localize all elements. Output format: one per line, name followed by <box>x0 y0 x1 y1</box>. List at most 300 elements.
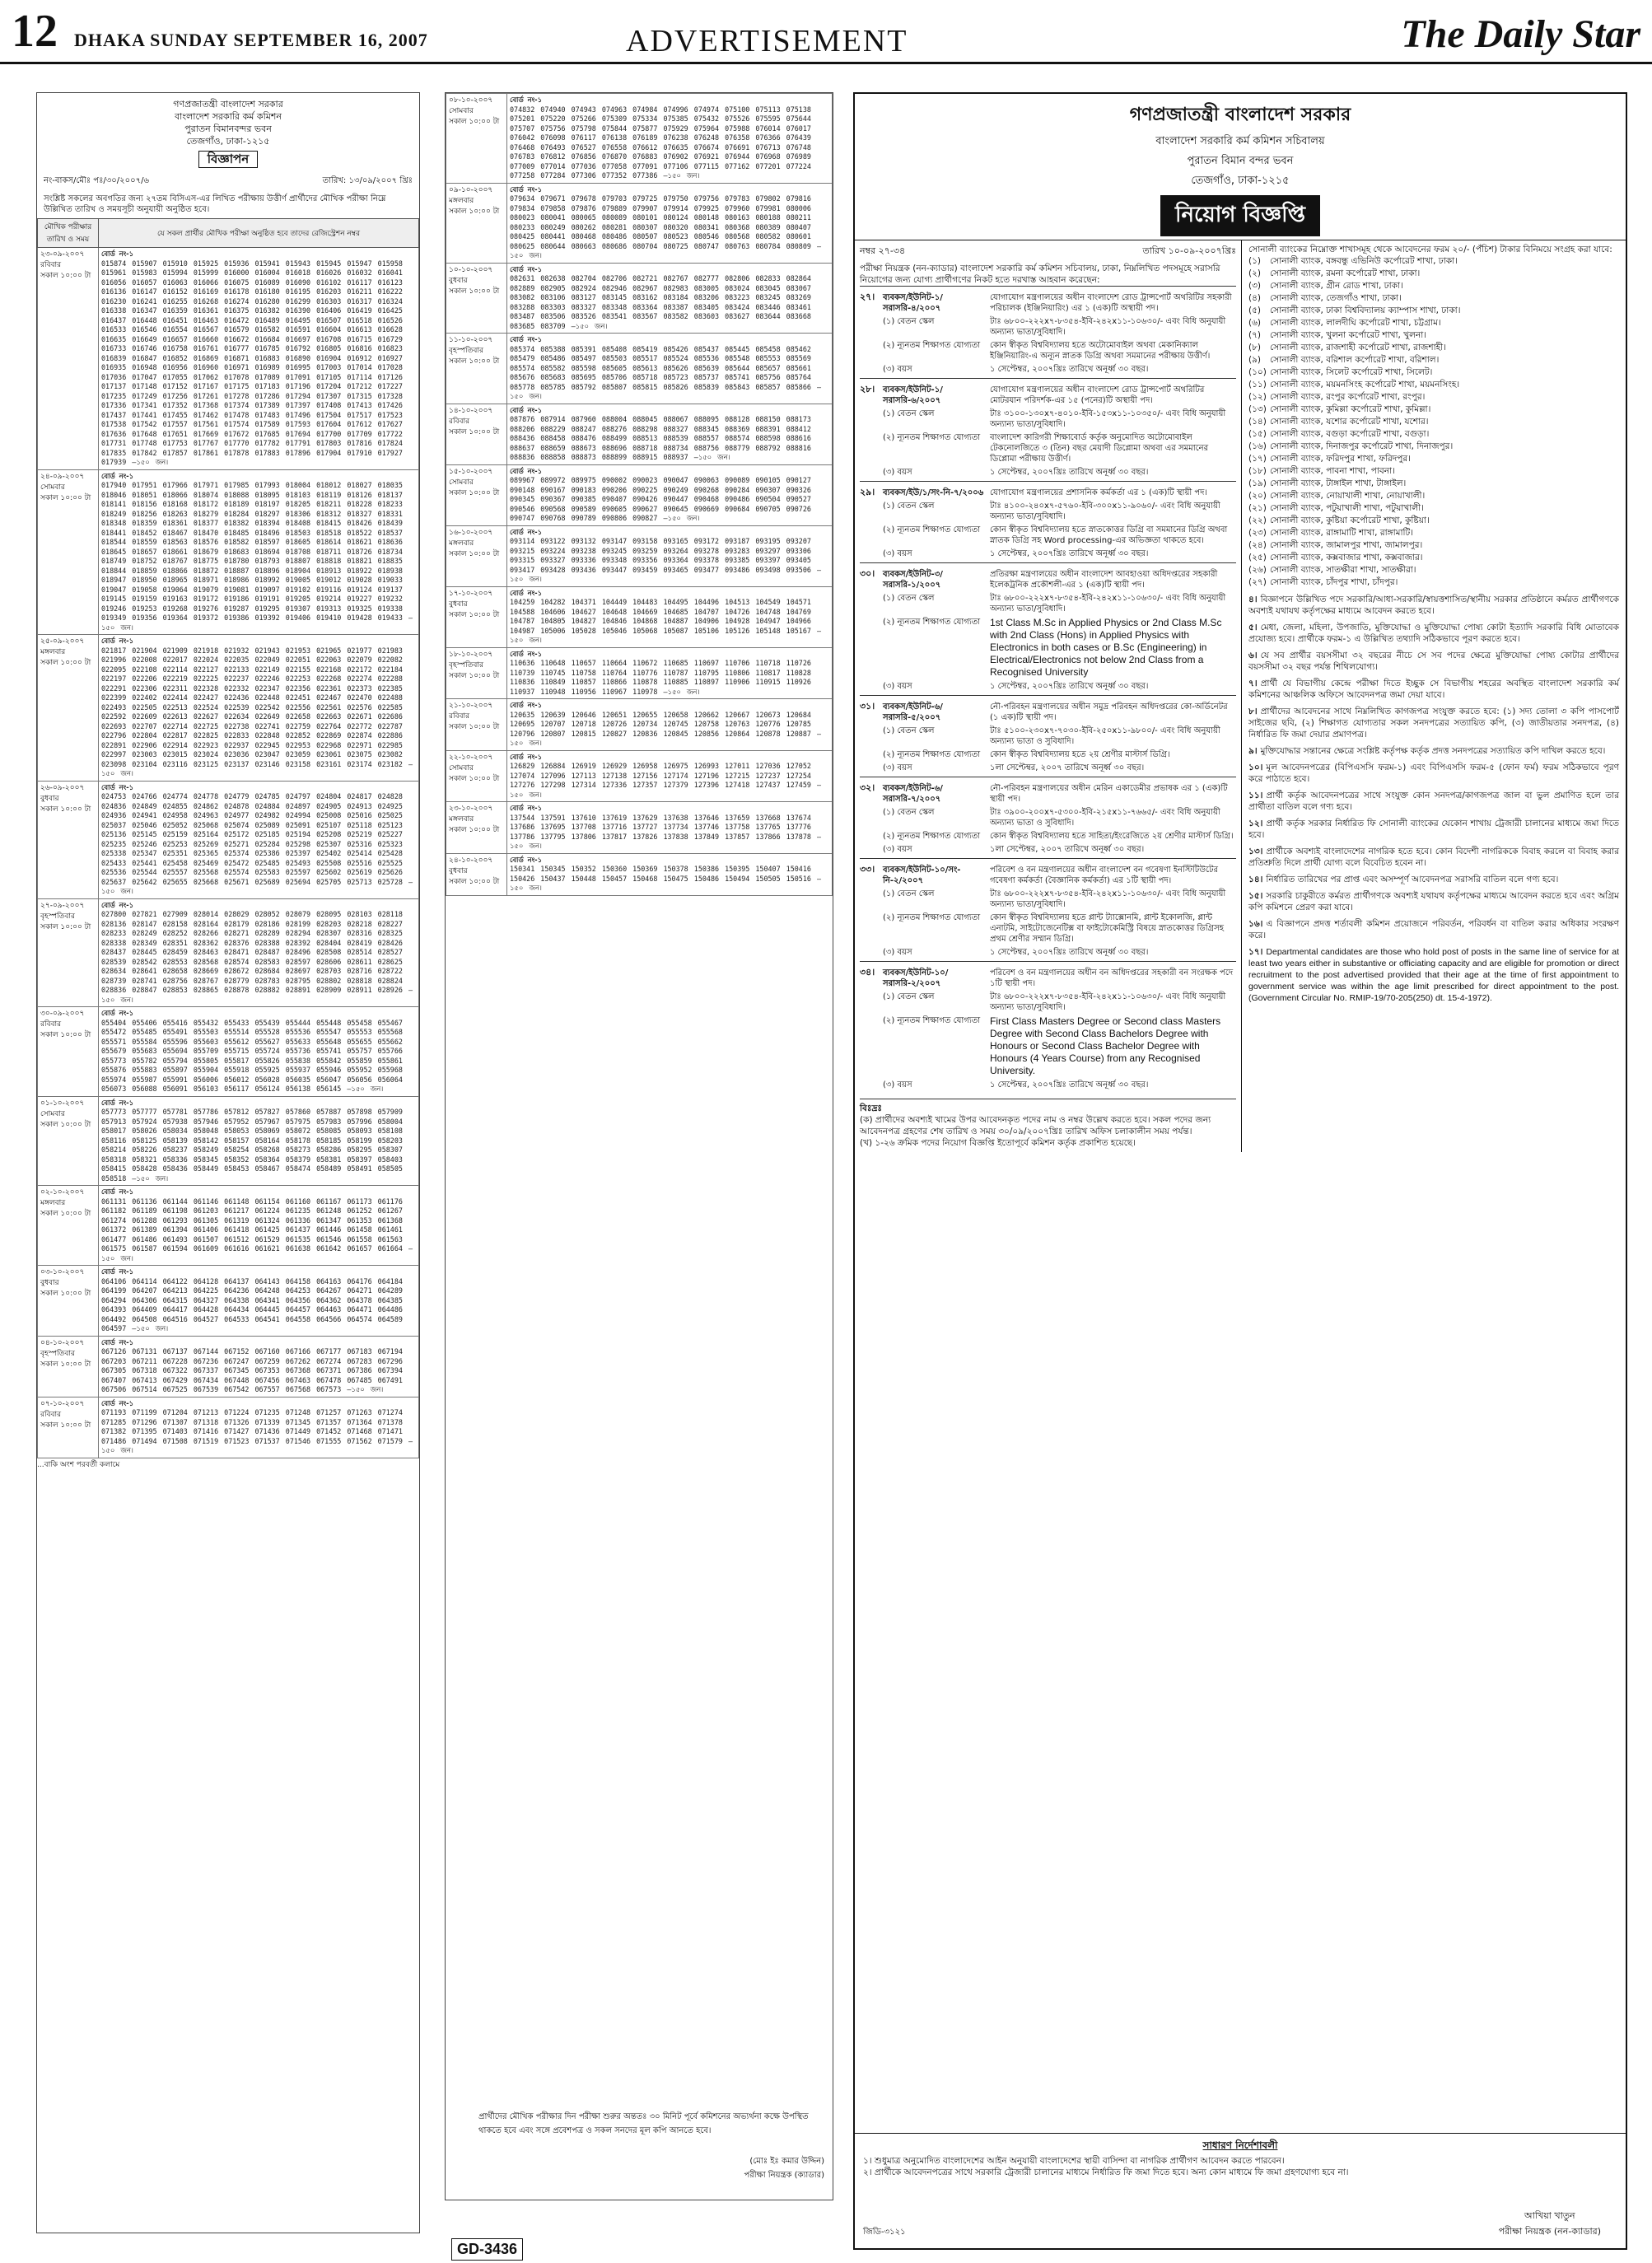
post-age-label: (৩) বয়স <box>883 763 912 772</box>
condition-number: ৪। <box>1248 595 1258 604</box>
post-edu-label: (২) ন্যূনতম শিক্ষাগত যোগ্যতা <box>883 1016 981 1025</box>
post-pay-value: টাঃ ৬৮০০-২২২x৭-৮৩৫৪-ইবি-২৪২x১১-১০৬৩০/- এবং বিধি অনুযায়ী অন্যান্য ভাতা/সুবিধাদি। <box>990 992 1226 1012</box>
post-number: ৩১। <box>860 701 875 712</box>
roll-list: 120635 120639 120646 120651 120655 120658 120662 120667 120673 120684 120695 120707 120718 120726 120734 120745 120758 120763 120776 120785 120796 120807 120815 120827 120836 120845 120856 120864 120878 120887 —১৫০ জন। <box>510 710 821 747</box>
roll-list: 027800 027821 027909 028014 028029 028052 028079 028095 028103 028118 028136 028147 028158 028164 028179 028186 028199 028203 028218 028227 028233 028249 028252 028266 028271 028289 028294 028307 028316 028325 028338 028349 028351 028362 028376 028388 028392 028404 028419 028426 028437 028445 028459 028463 028471 028487 028496 028508 028514 028527 028539 028542 028553 028568 028574 028583 028597 028606 028611 028625 028634 028641 028658 028669 028672 028684 028697 028703 028716 028722 028739 028741 028756 028767 028779 028783 028795 028802 028818 028824 028836 028847 028853 028865 028878 028882 028891 028909 028911 028926 —১৫০ জন। <box>101 910 413 1004</box>
roll-list: 024753 024766 024774 024778 024779 024785 024797 024804 024817 024828 024836 024849 024855 024862 024878 024884 024897 024905 024913 024925 024936 024941 024958 024963 024977 024982 024994 025008 025016 025025 025037 025046 025052 025068 025074 025089 025091 025107 025118 025123 025136 025145 025159 025164 025172 025185 025194 025208 025219 025227 025235 025246 025253 025269 025271 025284 025298 025307 025316 025323 025338 025347 025351 025365 025374 025386 025397 025402 025414 025428 025433 025441 025458 025469 025472 025485 025493 025508 025516 025525 025536 025544 025557 025568 025574 025583 025597 025602 025619 025626 025637 025642 025655 025668 025671 025689 025694 025705 025713 025728 —১৫০ জন। <box>101 792 413 895</box>
roll-list: 093114 093122 093132 093147 093158 093165 093172 093187 093195 093207 093215 093224 093238 093245 093259 093264 093278 093283 093297 093306 093315 093327 093336 093348 093356 093364 093378 093385 093397 093405 093417 093428 093436 093447 093459 093465 093477 093486 093498 093506 —১৫০ জন। <box>510 537 821 583</box>
general-item: ২। প্রার্থীকে আবেদনপত্রের সাথে সরকারি ট্রেজারী চালানের মাধ্যমে নির্ধারিত ফি জমা দিতে হবে। অন্য কোন মাধ্যমে ফি জমা গ্রহণযোগ্য হবে না। <box>863 2167 1349 2177</box>
session-day: বৃহস্পতিবার <box>40 1349 75 1358</box>
post-body <box>883 781 1236 855</box>
post-code: ব্যবকস/ইউনিট-৬/সরাসরি-৭/২০০৭ <box>883 784 943 804</box>
session-time: সকাল ১০:০০ টা <box>40 1290 91 1298</box>
bank-branch <box>1248 416 1619 428</box>
registration-numbers <box>507 647 833 699</box>
bank-branch <box>1248 441 1619 453</box>
schedule-row <box>38 469 419 635</box>
post-pay-value: টাঃ ৬৮০০-২২২x৭-৮৩৫৪-ইবি-২৪২x১১-১০৬৩০/- এবং বিধি অনুযায়ী অন্যান্য ভাতা/সুবিধাদি। <box>990 594 1226 614</box>
board-label: বোর্ড নং-১ <box>510 184 543 194</box>
board-label: বোর্ড নং-১ <box>101 637 134 645</box>
post-edu-label: (২) ন্যূনতম শিক্ষাগত যোগ্যতা <box>883 913 981 922</box>
post-number: ৩০। <box>860 568 875 579</box>
schedule-row <box>446 525 833 586</box>
registration-numbers <box>99 1336 419 1397</box>
session-date: ০৩-১০-২০০৭ <box>40 1268 85 1276</box>
signer-name: আখিয়া খাতুন <box>1524 2210 1575 2221</box>
session-when <box>38 1397 99 1458</box>
board-label: বোর্ড নং-১ <box>510 804 543 812</box>
session-when <box>38 635 99 782</box>
post-head <box>883 783 1236 805</box>
footnote: প্রার্থীদের মৌখিক পরীক্ষার দিন পরীক্ষা শুরুর অন্ততঃ ৩০ মিনিট পূর্বে কমিশনের অভ্যর্থনা কক্ষে উপস্থিত থাকতে হবে এবং সঙ্গে প্রবেশপত্র ও সকল সনদের মূল কপি আনতে হবে। <box>478 2112 809 2135</box>
schedule-row <box>38 898 419 1007</box>
post-title: পরিবেশ ও বন মন্ত্রণালয়ের অধীন বাংলাদেশ বন গবেষণা ইনস্টিটিউটের গবেষণা কর্মকর্তা (বৈজ্ঞানিক কর্মকর্তা) এর ১টি স্থায়ী পদ। <box>990 866 1218 885</box>
bank-index: (১) <box>1248 256 1262 266</box>
registration-numbers <box>99 1007 419 1097</box>
session-date: ২৩-১০-২০০৭ <box>449 805 493 813</box>
schedule-row <box>446 183 833 263</box>
board-label: বোর্ড নং-১ <box>101 1398 134 1407</box>
post-age-label: (৩) বয়স <box>883 365 912 374</box>
recruitment-header <box>855 94 1626 240</box>
roll-list: 071193 071199 071204 071213 071224 071235 071248 071257 071263 071274 071285 071296 071307 071318 071326 071339 071345 071357 071364 071378 071382 071395 071403 071416 071427 071436 071449 071452 071468 071471 071486 071494 071508 071519 071523 071537 071546 071555 071562 071579 —১৫০ জন। <box>101 1408 413 1454</box>
session-time: সকাল ১০:০০ টা <box>40 493 91 502</box>
condition-item <box>1248 946 1619 1004</box>
post-age-label: (৩) বয়স <box>883 845 912 854</box>
post-pay-value: টাঃ ৩৯০০-২০০x৭-৫৩০০-ইবি-২১৫x১১-৭৬৬৫/- এবং বিধি অনুযায়ী অন্যান্য ভাতা ও সুবিধাদি। <box>990 808 1220 828</box>
bank-branch <box>1248 527 1619 539</box>
post-age-value: ১ সেপ্টেম্বর, ২০০৭খ্রিঃ তারিখে অনূর্ধ্ব ৩০ বছর। <box>990 1080 1149 1090</box>
bank-branch <box>1248 453 1619 465</box>
post-body <box>883 965 1236 1090</box>
session-day: রবিবার <box>40 1410 62 1419</box>
condition-text: প্রার্থী কর্তৃক আবেদনপত্রের সাথে সংযুক্ত কোন সনদপত্র/কাগজপত্র জাল বা ভুল প্রমাণিত হলে তার প্রার্থীতা বাতিল বলে গণ্য হবে। <box>1248 791 1619 812</box>
post-age-label: (৩) বয়স <box>883 682 912 691</box>
viva-notice-middle <box>445 92 833 2200</box>
session-when <box>38 1336 99 1397</box>
bank-name: সোনালী ব্যাংক, রংপুর কর্পোরেট শাখা, রংপুর। <box>1270 392 1426 402</box>
registration-numbers <box>507 464 833 525</box>
bank-name: সোনালী ব্যাংক, দিনাজপুর কর্পোরেট শাখা, দিনাজপুর। <box>1270 441 1454 451</box>
condition-number: ১৫। <box>1248 891 1263 901</box>
post-head <box>883 488 1236 498</box>
session-date: ২৪-০৯-২০০৭ <box>40 472 85 481</box>
post-edu-label: (২) ন্যূনতম শিক্ষাগত যোগ্যতা <box>883 525 981 534</box>
post-head <box>883 702 1236 723</box>
board-label: বোর্ড নং-১ <box>510 466 543 475</box>
post-age-row <box>883 364 1236 375</box>
session-time: সকাল ১০:০০ টা <box>449 118 500 126</box>
board-label: বোর্ড নং-১ <box>510 405 543 414</box>
roll-list: 074832 074940 074943 074963 074984 074996 074974 075100 075113 075138 075201 075220 075266 075309 075334 075385 075432 075526 075595 075644 075707 075756 075798 075844 075877 075929 075964 075988 076014 076017 076042 076098 076117 076138 076189 076238 076248 076358 076366 076439 076468 076493 076527 076558 076612 076635 076674 076691 076713 076748 076783 076812 076856 076870 076883 076902 076921 076944 076968 076989 077009 077014 077036 077058 077091 077106 077115 077162 077201 077224 077258 077284 077306 077352 077386 —১৫০ জন। <box>510 105 811 180</box>
post-body <box>883 485 1236 559</box>
session-day: সোমবার <box>40 483 65 492</box>
bank-name: সোনালী ব্যাংক, গ্রীন রোড শাখা, ঢাকা। <box>1270 281 1403 291</box>
registration-numbers <box>507 853 833 895</box>
post-edu-label: (২) ন্যূনতম শিক্ষাগত যোগ্যতা <box>883 750 981 759</box>
schedule-row <box>38 635 419 782</box>
post-edu-row <box>883 340 1236 362</box>
registration-numbers <box>99 1186 419 1266</box>
nb-label: বিঃদ্রঃ <box>860 1104 883 1113</box>
board-label: বোর্ড নং-১ <box>510 855 543 864</box>
bank-branch <box>1248 428 1619 441</box>
condition-number: ৬। <box>1248 651 1258 660</box>
board-label: বোর্ড নং-১ <box>510 649 543 658</box>
posts-column <box>855 240 1242 1152</box>
condition-text: মূল আবেদনপত্রের (বিপিএসসি ফরম-১) এবং বিপিএসসি ফরম-৫ (ফোন ফর্ম) ফরম সঠিকভাবে পূরণ করে পাঠাতে হবে। <box>1248 763 1619 784</box>
roll-list: 110636 110648 110657 110664 110672 110685 110697 110706 110718 110726 110739 110745 110758 110764 110776 110787 110795 110806 110817 110828 110836 110849 110857 110866 110878 110885 110897 110906 110915 110926 110937 110948 110956 110967 110978 —১৫০ জন। <box>510 659 811 696</box>
post-entry <box>860 481 1236 562</box>
post-pay-label: (১) বেতন স্কেল <box>883 594 935 603</box>
session-date: ১৭-১০-২০০৭ <box>449 589 493 598</box>
post-age-label: (৩) বয়স <box>883 549 912 558</box>
office-line: বাংলাদেশ সরকারি কর্ম কমিশন সচিবালয় <box>1155 135 1325 147</box>
bank-name: সোনালী ব্যাংক, পাবনা শাখা, পাবনা। <box>1270 466 1395 476</box>
session-date: ২২-১০-২০০৭ <box>449 753 493 762</box>
registration-numbers <box>507 750 833 802</box>
schedule-row <box>446 750 833 802</box>
condition-item <box>1248 918 1619 941</box>
bank-name: সোনালী ব্যাংক, পটুয়াখালী শাখা, পটুয়াখালী। <box>1270 503 1424 513</box>
office-line: তেজগাঁও, ঢাকা-১২১৫ <box>1191 175 1290 187</box>
bank-branch <box>1248 478 1619 490</box>
session-when <box>446 647 507 699</box>
roll-list: 126829 126884 126919 126929 126958 126975 126993 127011 127036 127052 127074 127096 127113 127138 127156 127174 127196 127215 127237 127254 127276 127298 127314 127336 127357 127379 127396 127418 127437 127459 —১৫০ জন। <box>510 762 821 799</box>
roll-list: 150341 150345 150352 150360 150369 150378 150386 150395 150407 150416 150426 150437 150448 150457 150468 150475 150486 150494 150505 150516 —১৫০ জন। <box>510 865 821 892</box>
condition-text: এ বিজ্ঞাপনে প্রদত্ত শর্তাবলী কমিশন প্রয়োজনে পরিবর্তন, পরিবর্ধন বা বাতিল করার অধিকার সংরক্ষণ করে। <box>1248 919 1619 940</box>
post-pay-row <box>883 807 1236 828</box>
session-time: সকাল ১০:০০ টা <box>449 549 500 558</box>
session-when <box>446 699 507 751</box>
registration-numbers <box>507 94 833 184</box>
post-edu-row <box>883 831 1236 842</box>
board-label: বোর্ড নং-১ <box>101 1187 134 1196</box>
post-entry <box>860 286 1236 378</box>
post-edu-value: First Class Masters Degree or Second class Masters Degree with Second Class Bachelors Degree with Honours or Second Class Bachelor Degree with Honours (4 Years Course) from any Recognised University. <box>990 1015 1221 1076</box>
session-time: সকাল ১০:০০ টা <box>40 1120 91 1129</box>
post-age-row <box>883 763 1236 773</box>
post-age-value: ১ সেপ্টেম্বর, ২০০৭খ্রিঃ তারিখে অনূর্ধ্ব ৩০ বছর। <box>990 365 1149 374</box>
post-age-row <box>883 548 1236 559</box>
registration-numbers <box>99 898 419 1007</box>
post-body <box>883 862 1236 958</box>
signer-title: পরীক্ষা নিয়ন্ত্রক (ক্যাডার) <box>744 2171 824 2180</box>
post-age-label: (৩) বয়স <box>883 1080 912 1090</box>
bank-name: সোনালী ব্যাংক, খুলনা কর্পোরেট শাখা, খুলনা। <box>1270 330 1427 340</box>
session-time: সকাল ১০:০০ টা <box>449 488 500 497</box>
session-date: ১০-১০-২০০৭ <box>449 265 493 274</box>
condition-item <box>1248 762 1619 785</box>
bank-index: (২৭) <box>1248 577 1267 587</box>
memo-row <box>860 244 1236 259</box>
board-label: বোর্ড নং-১ <box>101 1098 134 1107</box>
condition-item <box>1248 874 1619 885</box>
post-pay-row <box>883 593 1236 614</box>
roll-list: 055404 055406 055416 055432 055433 055439 055444 055448 055458 055467 055472 055485 055491 055503 055514 055528 055536 055547 055553 055568 055571 055584 055596 055603 055612 055627 055633 055648 055655 055662 055679 055683 055694 055709 055715 055724 055736 055741 055757 055766 055773 055782 055794 055805 055817 055826 055838 055842 055859 055861 055876 055883 055897 055904 055918 055925 055937 055946 055952 055968 055974 055987 055991 056006 056012 056028 056035 056047 056056 056064 056073 056088 056091 056103 056117 056124 056138 056145 —১৫০ জন। <box>101 1018 403 1093</box>
post-code: ব্যবকস/ইউনিট-৬/সরাসরি-৫/২০০৭ <box>883 702 943 722</box>
bank-branch <box>1248 280 1619 292</box>
page-header <box>0 0 1652 64</box>
post-code: ব্যবকস/ইউনিট-১০/সং-নি-২/২০০৭ <box>883 866 961 885</box>
condition-number: ৮। <box>1248 707 1258 716</box>
condition-item <box>1248 846 1619 869</box>
bank-index: (২) <box>1248 268 1262 278</box>
schedule-row <box>38 1186 419 1266</box>
board-label: বোর্ড নং-১ <box>101 1337 134 1346</box>
post-edu-value: কোন স্বীকৃত বিশ্ববিদ্যালয় হতে ২য় শ্রেণীর মাস্টার্স ডিগ্রি। <box>990 750 1170 759</box>
schedule-row <box>446 647 833 699</box>
bank-branch <box>1248 305 1619 317</box>
post-pay-row <box>883 501 1236 522</box>
office-line: পুরাতন বিমান বন্দর ভবন <box>1187 155 1294 167</box>
session-when <box>38 1266 99 1337</box>
signer-title: পরীক্ষা নিয়ন্ত্রক (নন-ক্যাডার) <box>1498 2226 1601 2237</box>
bank-branch <box>1248 539 1619 552</box>
bank-branch <box>1248 317 1619 329</box>
session-day: মঙ্গলবার <box>40 648 66 656</box>
bank-index: (১২) <box>1248 392 1267 402</box>
session-when <box>446 586 507 647</box>
banks-intro: সোনালী ব্যাংকের নিম্নোক্ত শাখাসমূহ থেকে আবেদনের ফরম ২০/- (পঁচিশ) টাকার বিনিময়ে সংগ্রহ করা যাবে: <box>1248 245 1612 254</box>
session-day: রবিবার <box>40 1020 62 1029</box>
session-when <box>38 469 99 635</box>
schedule-row <box>38 781 419 898</box>
roll-list: 104259 104282 104371 104449 104483 104495 104496 104513 104549 104571 104588 104606 104627 104648 104669 104685 104707 104726 104748 104769 104787 104805 104827 104846 104868 104887 104906 104928 104947 104966 104987 105006 105028 105046 105068 105087 105106 105126 105148 105167 —১৫০ জন। <box>510 598 821 644</box>
recruitment-notice <box>853 92 1627 2250</box>
viva-schedule-table <box>446 93 833 896</box>
session-day: বুধবার <box>40 1279 59 1287</box>
post-entry <box>860 695 1236 777</box>
signer-name: (মোঃ ইঃ কমার উদ্দিন) <box>749 2157 824 2166</box>
roll-list: 067126 067131 067137 067144 067152 067160 067166 067177 067183 067194 067203 067211 067228 067236 067247 067259 067262 067274 067283 067296 067305 067318 067322 067337 067345 067353 067368 067371 067386 067394 067407 067413 067429 067434 067448 067456 067463 067478 067485 067491 067506 067514 067525 067539 067542 067557 067568 067573 —১৫০ জন। <box>101 1347 403 1393</box>
bank-index: (৯) <box>1248 355 1262 365</box>
memo-row <box>37 173 419 190</box>
session-when <box>446 404 507 464</box>
post-pay-value: টাঃ ৪১০০-২৪০x৭-৫৭৬০-ইবি-৩০০x১১-৯০৬০/- এবং বিধি অনুযায়ী অন্যান্য ভাতা/সুবিধাদি। <box>990 502 1220 521</box>
session-date: ০২-১০-২০০৭ <box>40 1188 85 1197</box>
registration-numbers <box>507 404 833 464</box>
condition-number: ৯। <box>1248 746 1258 756</box>
board-label: বোর্ড নং-১ <box>101 250 134 258</box>
bank-name: সোনালী ব্যাংক, ঢাকা বিশ্ববিদ্যালয় ক্যাম্পাস শাখা, ঢাকা। <box>1270 306 1461 315</box>
gd-code: GD-3436 <box>451 2238 523 2261</box>
post-title: যোগাযোগ মন্ত্রণালয়ের অধীন বাংলাদেশ রোড ট্রান্সপোর্ট অথরিটির সহকারী পরিচালক (ইঞ্জিনিয়ারিং) এর ১ (এক)টি অস্থায়ী পদ। <box>990 293 1232 313</box>
masthead-logo: The Daily Star <box>1401 12 1640 56</box>
post-body <box>883 290 1236 375</box>
post-number: ২৯। <box>860 487 875 497</box>
session-time: সকাল ১০:০০ টা <box>40 805 91 814</box>
registration-numbers <box>99 248 419 470</box>
roll-list: 079634 079671 079678 079703 079725 079750 079756 079783 079802 079816 079834 079858 079876 079889 079907 079914 079925 079960 079981 080006 080023 080041 080065 080089 080101 080124 080148 080163 080188 080211 080233 080249 080262 080281 080307 080320 080341 080368 080389 080407 080425 080441 080468 080486 080507 080523 080546 080568 080582 080601 080625 080644 080663 080686 080704 080725 080747 080763 080784 080809 —১৫০ জন। <box>510 194 821 259</box>
bank-index: (১৭) <box>1248 454 1267 464</box>
bank-index: (১০) <box>1248 367 1267 377</box>
post-code: ব্যবকস/ইউনিট-১/সরাসরি-৪/২০০৭ <box>883 293 943 313</box>
condition-number: ১২। <box>1248 819 1263 828</box>
roll-list: 057773 057777 057781 057786 057812 057827 057860 057887 057898 057909 057913 057924 057938 057946 057952 057967 057975 057983 057996 058004 058017 058026 058034 058048 058053 058069 058072 058085 058093 058108 058116 058125 058139 058142 058157 058164 058178 058185 058199 058203 058214 058226 058237 058249 058254 058268 058273 058286 058295 058307 058318 058321 058336 058345 058352 058364 058379 058381 058397 058403 058415 058428 058436 058449 058453 058467 058474 058489 058491 058505 058518 —১৫০ জন। <box>101 1108 403 1183</box>
condition-number: ১১। <box>1248 791 1263 800</box>
post-edu-label: (২) ন্যূনতম শিক্ষাগত যোগ্যতা <box>883 618 981 627</box>
post-edu-row <box>883 432 1236 464</box>
bank-index: (১৪) <box>1248 417 1267 427</box>
post-title: যোগাযোগ মন্ত্রণালয়ের অধীন বাংলাদেশ রোড ট্রান্সপোর্ট অথরিটির মোটরযান পরিদর্শক-এর ১৫ (পনের)টি অস্থায়ী পদ। <box>990 385 1205 405</box>
conditions-list <box>1248 594 1619 1004</box>
board-label: বোর্ড নং-১ <box>510 701 543 709</box>
board-label: বোর্ড নং-১ <box>101 1009 134 1017</box>
bank-index: (৮) <box>1248 343 1262 352</box>
session-when <box>446 334 507 404</box>
post-pay-label: (১) বেতন স্কেল <box>883 502 935 511</box>
registration-numbers <box>507 334 833 404</box>
condition-item <box>1248 678 1619 701</box>
condition-text: প্রার্থী যে বিভাগীয় কেন্দ্রে পরীক্ষা দিতে ইচ্ছুক সে বিভাগীয় শহরের অবস্থিত বাংলাদেশ সরকারি কর্ম কমিশনের আঞ্চলিক অফিসে আবেদনপত্র জমা দেয়া যাবে। <box>1248 679 1619 700</box>
notice-line: বাংলাদেশ সরকারি কর্ম কমিশন <box>175 111 282 122</box>
bank-name: সোনালী ব্যাংক, সিলেট কর্পোরেট শাখা, সিলেট। <box>1270 367 1433 377</box>
session-date: ৩০-০৯-২০০৭ <box>40 1010 85 1018</box>
post-number: ২৭। <box>860 292 875 302</box>
bank-branch <box>1248 292 1619 305</box>
schedule-row <box>38 1336 419 1397</box>
post-body <box>883 567 1236 692</box>
condition-text: যে সব প্রার্থীর বয়সসীমা ৩২ বছরের নীচে সে সব পদের ক্ষেত্রে মুক্তিযোদ্ধা পোষ্য কোটার প্রার্থীদের বয়সসীমা ৩২ বছর পর্যন্ত শিথিলযোগ্য। <box>1248 651 1619 672</box>
roll-list: 137544 137591 137610 137619 137629 137638 137646 137659 137668 137674 137686 137695 137708 137716 137727 137734 137746 137758 137765 137776 137786 137795 137806 137817 137826 137838 137849 137857 137866 137878 —১৫০ জন। <box>510 813 821 850</box>
condition-text: প্রার্থীদের আবেদনের সাথে নিম্নলিখিত কাগজপত্র সংযুক্ত করতে হবে: (১) সদ্য তোলা ৩ কপি পাসপোর্ট সাইজের ছবি, (২) শিক্ষাগত যোগ্যতার সকল সনদপত্রের সত্যায়িত কপি, (৩) জাতীয়তার সনদপত্র, (৪) নির্ধারিত ফি জমা দেয়ার প্রমাণপত্র। <box>1248 707 1619 740</box>
bank-index: (২১) <box>1248 503 1267 513</box>
post-age-row <box>883 467 1236 478</box>
memo-date: তারিখ: ১৩/০৯/২০০৭ খ্রিঃ <box>322 176 413 185</box>
session-when <box>38 898 99 1007</box>
session-time: সকাল ১০:০০ টা <box>449 287 500 296</box>
schedule-row <box>38 1266 419 1337</box>
schedule-row <box>38 1397 419 1458</box>
board-label: বোর্ড নং-১ <box>510 335 543 343</box>
post-entry <box>860 858 1236 961</box>
bank-branch <box>1248 366 1619 379</box>
post-title: যোগাযোগ মন্ত্রণালয়ের প্রশাসনিক কর্মকর্তা এর ১ (এক)টি স্থায়ী পদ। <box>990 488 1207 497</box>
session-day: রবিবার <box>40 261 62 269</box>
session-date: ২৬-০৯-২০০৭ <box>40 783 85 792</box>
board-label: বোর্ড নং-১ <box>510 527 543 536</box>
post-head <box>883 968 1236 989</box>
bank-name: সোনালী ব্যাংক, কক্সবাজার শাখা, কক্সবাজার। <box>1270 553 1423 562</box>
bank-branch <box>1248 576 1619 589</box>
bank-name: সোনালী ব্যাংক, বঙ্গবন্ধু এভিনিউ কর্পোরেট শাখা, ঢাকা। <box>1270 256 1458 266</box>
bank-name: সোনালী ব্যাংক, ময়মনসিংহ কর্পোরেট শাখা, ময়মনসিংহ। <box>1270 380 1460 390</box>
post-entry <box>860 378 1236 481</box>
session-time: সকাল ১০:০০ টা <box>40 1360 91 1369</box>
post-entry <box>860 961 1236 1094</box>
board-label: বোর্ড নং-১ <box>101 900 134 909</box>
session-when <box>446 94 507 184</box>
condition-item <box>1248 594 1619 617</box>
post-pay-label: (১) বেতন স্কেল <box>883 726 935 735</box>
schedule-row <box>38 1007 419 1097</box>
bank-index: (২৫) <box>1248 553 1267 562</box>
condition-number: ১৬। <box>1248 919 1263 929</box>
notice-header <box>37 93 419 173</box>
session-date: ০১-১০-২০০৭ <box>40 1099 85 1108</box>
bank-branch <box>1248 329 1619 342</box>
notice-intro: সংশ্লিষ্ট সকলের অবগতির জন্য ২৭তম বিসিএস-এর লিখিত পরীক্ষায় উত্তীর্ণ প্রার্থীদের মৌখিক পরীক্ষা নিম্নে উল্লিখিত তারিখ ও সময়সূচী অনুযায়ী অনুষ্ঠিত হবে। <box>44 194 386 214</box>
session-day: মঙ্গলবার <box>449 815 474 824</box>
registration-numbers <box>99 1266 419 1337</box>
registration-numbers <box>507 525 833 586</box>
bank-name: সোনালী ব্যাংক, বরিশাল কর্পোরেট শাখা, বরিশাল। <box>1270 355 1440 365</box>
roll-list: 085374 085388 085391 085408 085419 085426 085437 085445 085458 085462 085479 085486 085497 085503 085517 085524 085536 085548 085553 085569 085574 085582 085598 085605 085613 085626 085639 085644 085657 085661 085676 085683 085695 085706 085718 085723 085737 085741 085756 085764 085778 085785 085792 085807 085815 085826 085839 085843 085857 085866 —১৫০ জন। <box>510 344 821 400</box>
registration-numbers <box>507 263 833 334</box>
registration-numbers <box>507 802 833 854</box>
nb-item: (ক) প্রার্থীদের অবশ্যই খামের উপর আবেদনকৃত পদের নাম ও নম্বর উল্লেখ করতে হবে। সকল পদের জন্য আবেদনপত্র গ্রহণের শেষ তারিখ ও সময় ৩০/০৯/২০০৭খ্রিঃ তারিখ অফিস চলাকালীন সময় পর্যন্ত। <box>860 1115 1211 1136</box>
bank-branch <box>1248 490 1619 502</box>
session-when <box>38 1186 99 1266</box>
session-day: বুধবার <box>449 866 468 875</box>
post-edu-row <box>883 912 1236 945</box>
continued-note: ...বাকি অংশ পরবর্তী কলামে <box>37 1460 120 1469</box>
session-when <box>38 248 99 470</box>
recruitment-body <box>855 240 1626 1152</box>
column-header-when: মৌখিক পরীক্ষার তারিখ ও সময় <box>38 219 99 248</box>
schedule-row <box>446 404 833 464</box>
bank-branch <box>1248 502 1619 515</box>
condition-item <box>1248 650 1619 673</box>
session-day: মঙ্গলবার <box>449 539 474 548</box>
session-date: ১৪-১০-২০০৭ <box>449 406 493 415</box>
post-head <box>883 865 1236 886</box>
schedule-row <box>446 464 833 525</box>
general-instructions <box>855 2133 1626 2248</box>
condition-item <box>1248 890 1619 913</box>
post-pay-row <box>883 889 1236 910</box>
bank-index: (১৬) <box>1248 441 1267 451</box>
post-entry <box>860 562 1236 695</box>
bank-list <box>1248 255 1619 589</box>
memo-date: তারিখ ১০-০৯-২০০৭খ্রিঃ <box>1142 245 1236 256</box>
session-date: ১৬-১০-২০০৭ <box>449 528 493 537</box>
schedule-row <box>446 263 833 334</box>
conditions-column <box>1242 240 1626 1152</box>
post-entry <box>860 777 1236 858</box>
session-when <box>38 781 99 898</box>
session-day: সোমবার <box>449 478 474 487</box>
bank-index: (১৮) <box>1248 466 1267 476</box>
bank-index: (১৯) <box>1248 478 1267 488</box>
session-date: ২৫-০৯-২০০৭ <box>40 637 85 646</box>
session-when <box>38 1096 99 1186</box>
post-edu-label: (২) ন্যূনতম শিক্ষাগত যোগ্যতা <box>883 832 981 841</box>
session-date: ০৭-১০-২০০৭ <box>40 1399 85 1408</box>
post-pay-label: (১) বেতন স্কেল <box>883 317 935 326</box>
condition-item <box>1248 622 1619 645</box>
post-age-value: ১ সেপ্টেম্বর, ২০০৭খ্রিঃ তারিখে অনূর্ধ্ব ৩০ বছর। <box>990 549 1149 558</box>
bank-name: সোনালী ব্যাংক, চাঁদপুর শাখা, চাঁদপুর। <box>1270 577 1398 587</box>
post-age-label: (৩) বয়স <box>883 948 912 957</box>
schedule-row <box>446 94 833 184</box>
session-date: ০৪-১০-২০০৭ <box>40 1338 85 1347</box>
post-code: ব্যবকস/ইউনিট-৩/সরাসরি-১/২০০৭ <box>883 570 943 590</box>
roll-list: 089967 089972 089975 090002 090023 090047 090063 090089 090105 090127 090148 090167 090183 090206 090225 090249 090268 090284 090307 090326 090345 090367 090385 090407 090426 090447 090468 090486 090504 090527 090546 090568 090589 090605 090627 090645 090669 090684 090705 090726 090747 090768 090789 090806 090827 —১৫০ জন। <box>510 476 811 522</box>
roll-list: 021817 021904 021909 021918 021932 021943 021953 021965 021977 021983 021996 022008 022017 022024 022035 022049 022051 022063 022079 022082 022095 022108 022114 022127 022133 022149 022155 022168 022172 022184 022197 022206 022219 022225 022237 022246 022253 022268 022274 022288 022291 022306 022311 022328 022332 022347 022356 022361 022373 022385 022399 022402 022414 022427 022436 022448 022451 022467 022470 022488 022493 022505 022513 022524 022539 022542 022556 022561 022576 022585 022592 022609 022613 022627 022634 022649 022658 022663 022671 022686 022693 022707 022714 022725 022738 022741 022759 022764 022772 022787 022796 022804 022817 022825 022833 022848 022852 022869 022874 022886 022891 022906 022914 022923 022937 022945 022953 022968 022971 022985 022997 023003 023015 023024 023036 023047 023059 023061 023075 023082 023098 023104 023116 023125 023137 023146 023158 023161 023174 023182 —১৫০ জন। <box>101 646 413 777</box>
session-when <box>446 263 507 334</box>
notice-code: জিডি-৩১২১ <box>863 2228 906 2237</box>
post-edu-row <box>883 617 1236 679</box>
session-when <box>446 525 507 586</box>
bank-name: সোনালী ব্যাংক, ফরিদপুর শাখা, ফরিদপুর। <box>1270 454 1411 464</box>
condition-number: ১০। <box>1248 763 1263 772</box>
board-label: বোর্ড নং-১ <box>510 96 543 104</box>
notice-line: তেজগাঁও, ঢাকা-১২১৫ <box>186 136 270 147</box>
post-edu-row <box>883 749 1236 760</box>
post-pay-value: টাঃ ৬৮০০-২২২x৭-৮৩৫৪-ইবি-২৪২x১১-১০৬৩০/- এবং বিধি অনুযায়ী অন্যান্য ভাতা/সুবিধাদি। <box>990 889 1226 909</box>
